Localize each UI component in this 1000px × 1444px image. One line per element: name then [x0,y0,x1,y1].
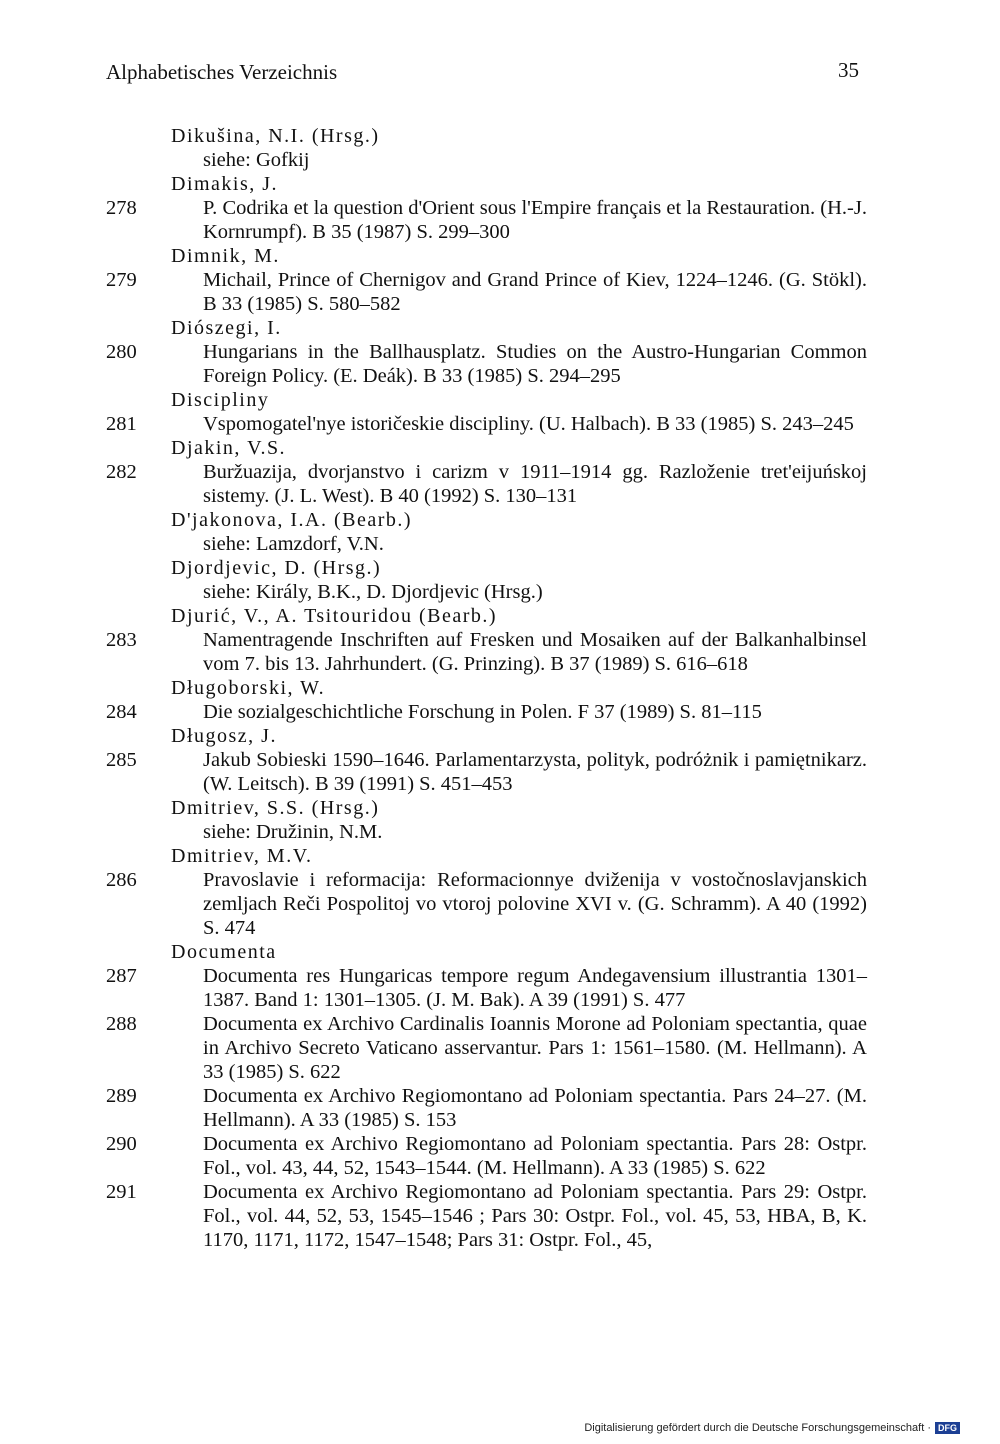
entry-number: 285 [106,749,137,771]
digitization-footer [584,1422,960,1434]
entry-heading: Documenta [171,941,277,963]
entry-text: Hungarians in the Ballhausplatz. Studies on the Austro-Hungarian Common Foreign Policy. (E. Deák). B 33 (1985) S. 294–295 [203,341,867,387]
entry-text: Documenta ex Archivo Regiomontano ad Poloniam spectantia. Pars 24–27. (M. Hellmann). A 33 (1985) S. 153 [203,1085,867,1131]
dfg-logo: DFG [935,1422,960,1434]
running-header-title: Alphabetisches Verzeichnis [106,60,338,84]
entry-text: Namentragende Inschriften auf Fresken und Mosaiken auf der Balkanhalbinsel vom 7. bis 13. Jahrhundert. (G. Prinzing). B 37 (1989) S. 616–618 [203,629,867,675]
entry-heading: Djordjevic, D. (Hrsg.) [171,557,382,579]
entry-row [0,1180,1000,1252]
entry-text: P. Codrika et la question d'Orient sous l'Empire français et la Restauration. (H.-J. Kornrumpf). B 35 (1987) S. 299–300 [203,197,867,243]
entry-text: Michail, Prince of Chernigov and Grand Prince of Kiev, 1224–1246. (G. Stökl). B 33 (1985) S. 580–582 [203,269,867,315]
entry-row [0,628,1000,676]
entry-heading: Diószegi, I. [171,317,282,339]
entry-heading: D'jakonova, I.A. (Bearb.) [171,509,413,531]
entry-heading: Długosz, J. [171,725,277,747]
entry-row [0,148,1000,172]
entry-row [0,748,1000,796]
entry-row [0,532,1000,556]
entry-row [0,868,1000,940]
entry-row [0,1084,1000,1132]
entry-text: Documenta ex Archivo Regiomontano ad Poloniam spectantia. Pars 28: Ostpr. Fol., vol. 43, 44, 52, 1543–1544. (M. Hellmann). A 33 (1985) S. 622 [203,1133,867,1179]
entry-number: 290 [106,1133,137,1155]
entry-text: Buržuazija, dvorjanstvo i carizm v 1911–1914 gg. Razloženie tret'eijuńskoj sistemy. (J. L. West). B 40 (1992) S. 130–131 [203,461,867,507]
entry-heading: Djakin, V.S. [171,437,287,459]
entry-text: Documenta res Hungaricas tempore regum Andegavensium illustrantia 1301–1387. Band 1: 1301–1305. (J. M. Bak). A 39 (1991) S. 477 [203,965,867,1011]
entry-number: 288 [106,1013,137,1035]
entry-number: 289 [106,1085,137,1107]
entry-text: Die sozialgeschichtliche Forschung in Polen. F 37 (1989) S. 81–115 [203,701,762,723]
entry-number: 281 [106,413,137,435]
entry-text: Pravoslavie i reformacija: Reformacionnye dviženija v vostočnoslavjanskich zemljach Reči Pospolitoj vo vtoroj polovine XVI v. (G. Schramm). A 40 (1992) S. 474 [203,869,867,939]
entry-text: Documenta ex Archivo Regiomontano ad Poloniam spectantia. Pars 29: Ostpr. Fol., vol. 44, 52, 53, 1545–1546 ; Pars 30: Ostpr. Fol., vol. 45, 53, HBA, B, K. 1170, 1171, 1172, 1547–1548; Pars 31: Ostpr. Fol., 45, [203,1181,867,1251]
footer-text: Digitalisierung gefördert durch die Deutsche Forschungsgemeinschaft · [584,1422,931,1434]
entry-heading: Dmitriev, S.S. (Hrsg.) [171,797,380,819]
entry-heading: Dikušina, N.I. (Hrsg.) [171,125,380,147]
entry-heading: Djurić, V., A. Tsitouridou (Bearb.) [171,605,498,627]
entry-row [0,580,1000,604]
entry-heading: Długoborski, W. [171,677,326,699]
entry-heading: Dmitriev, M.V. [171,845,313,867]
index-entries [0,124,1000,1252]
entry-number: 286 [106,869,137,891]
entry-row [0,964,1000,1012]
entry-number: 287 [106,965,137,987]
entry-number: 284 [106,701,137,723]
entry-row [0,820,1000,844]
entry-number: 280 [106,341,137,363]
entry-text: siehe: Király, B.K., D. Djordjevic (Hrsg.) [203,581,543,603]
entry-text: Vspomogatel'nye istoričeskie discipliny. (U. Halbach). B 33 (1985) S. 243–245 [203,413,854,435]
entry-heading: Dimnik, M. [171,245,280,267]
entry-row [0,700,1000,724]
entry-heading: Dimakis, J. [171,173,279,195]
entry-text: siehe: Gofkij [203,149,310,171]
entry-heading: Discipliny [171,389,270,411]
entry-number: 282 [106,461,137,483]
entry-number: 279 [106,269,137,291]
entry-number: 283 [106,629,137,651]
entry-text: siehe: Družinin, N.M. [203,821,383,843]
entry-row [0,412,1000,436]
entry-number: 278 [106,197,137,219]
entry-row [0,1132,1000,1180]
entry-row [0,268,1000,316]
entry-number: 291 [106,1181,137,1203]
entry-row [0,460,1000,508]
entry-row [0,1012,1000,1084]
entry-text: Documenta ex Archivo Cardinalis Ioannis Morone ad Poloniam spectantia, quae in Archivo Secreto Vaticano asservantur. Pars 1: 1561–1580. (M. Hellmann). A 33 (1985) S. 622 [203,1013,867,1083]
entry-text: Jakub Sobieski 1590–1646. Parlamentarzysta, polityk, podróżnik i pamiętnikarz. (W. Leitsch). B 39 (1991) S. 451–453 [203,749,867,795]
entry-text: siehe: Lamzdorf, V.N. [203,533,384,555]
entry-row [0,340,1000,388]
page-number: 35 [838,58,859,82]
entry-row [0,196,1000,244]
